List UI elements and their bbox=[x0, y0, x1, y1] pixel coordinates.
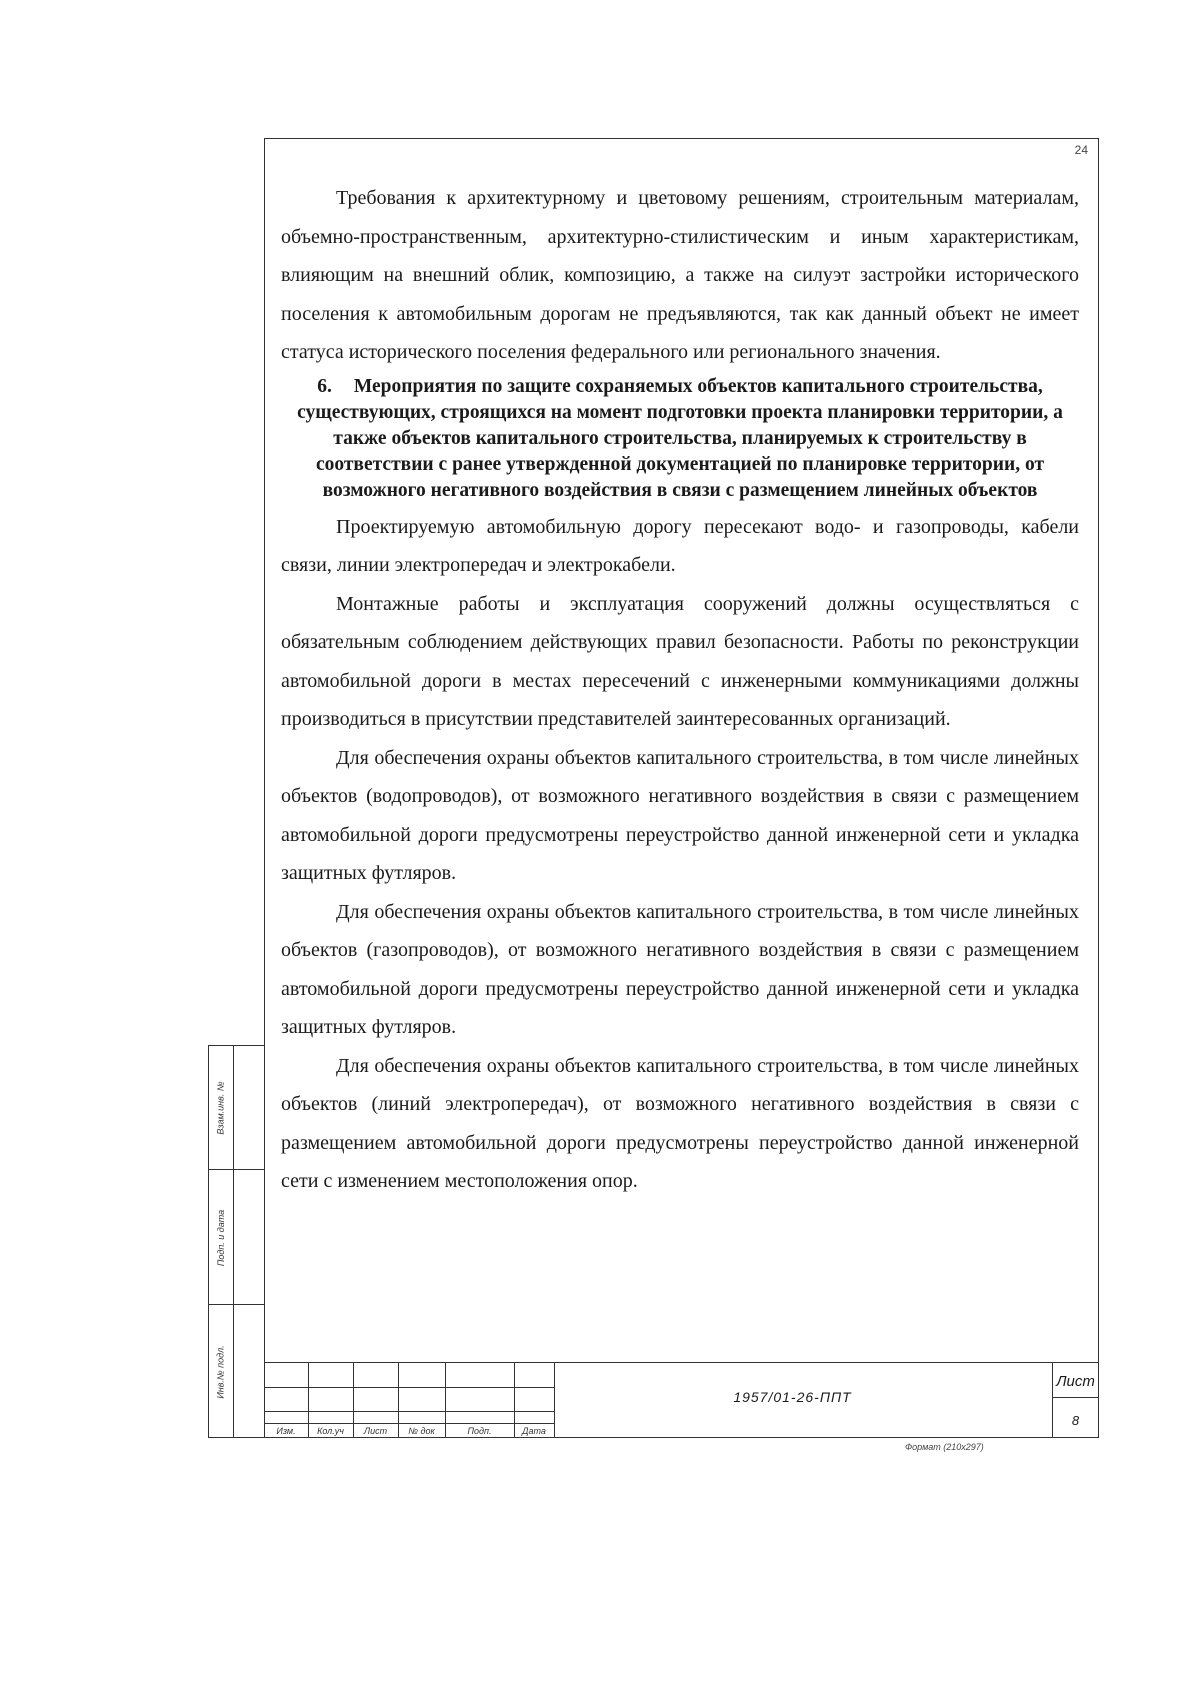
paragraph: Для обеспечения охраны объектов капитального строительства, в том числе линейных объектов (газопроводов), от возможного негативного воздействия в связи с размещением автомобильной дороги предусмотрены переустройство данной инженерной сети и укладка защитных футляров. bbox=[281, 900, 1079, 1038]
paragraph: Проектируемую автомобильную дорогу пересекают водо- и газопроводы, кабели связи, линии электропередач и электрокабели. bbox=[281, 515, 1079, 576]
document-code: 1957/01-26-ППТ bbox=[733, 1389, 852, 1405]
side-row-podp bbox=[209, 1170, 265, 1305]
sheet-label: Лист bbox=[1056, 1373, 1095, 1390]
podp-data-label: Подп. и дата bbox=[216, 1209, 226, 1266]
paragraph: Требования к архитектурному и цветовому решениям, строительным материалам, объемно-пространственным, архитектурно-стилистическим и иным характеристикам, влияющим на внешний облик, композицию, а также на силуэт застройки исторического поселения к автомобильным дорогам не предъявляются, так как данный объект не имеет статуса исторического поселения федерального или регионального значения. bbox=[281, 187, 1079, 363]
hdr-list: Лист bbox=[363, 1426, 388, 1436]
side-row-vzam bbox=[209, 1046, 265, 1170]
section-heading bbox=[281, 374, 1079, 504]
sheet-number: 8 bbox=[1071, 1413, 1080, 1428]
hdr-kol-uch: Кол.уч bbox=[317, 1426, 344, 1436]
section-title: Мероприятия по защите сохраняемых объектов капитального строительства, существующих, строящихся на момент подготовки проекта планировки территории, а также объектов капитального строительства, планируемых к строительству в соответствии с ранее утвержденной документацией по планировке территории, от возможного негативного воздействия в связи с размещением линейных объектов bbox=[297, 375, 1063, 501]
document-body bbox=[281, 179, 1079, 1201]
page-frame bbox=[264, 138, 1099, 1438]
paragraph: Для обеспечения охраны объектов капитального строительства, в том числе линейных объектов (линий электропередач), от возможного негативного воздействия в связи с размещением автомобильной дороги предусмотрены переустройство данной инженерной сети с изменением местоположения опор. bbox=[281, 1054, 1079, 1192]
page-number: 24 bbox=[1074, 143, 1088, 157]
inv-podl-label: Инв.№ подл. bbox=[216, 1345, 227, 1399]
side-row-inv bbox=[209, 1305, 265, 1439]
title-block bbox=[264, 1362, 1099, 1438]
format-note: Формат (210х297) bbox=[905, 1442, 984, 1452]
hdr-izm: Изм. bbox=[276, 1426, 296, 1436]
hdr-n-dok: № док bbox=[408, 1426, 435, 1436]
paragraph: Для обеспечения охраны объектов капитального строительства, в том числе линейных объектов (водопроводов), от возможного негативного воздействия в связи с размещением автомобильной дороги предусмотрены переустройство данной инженерной сети и укладка защитных футляров. bbox=[281, 746, 1079, 884]
section-number: 6. bbox=[317, 375, 332, 397]
side-stamp bbox=[208, 1045, 264, 1438]
paragraph: Монтажные работы и эксплуатация сооружений должны осуществляться с обязательным соблюдением действующих правил безопасности. Работы по реконструкции автомобильной дороги в местах пересечений с инженерными коммуникациями должны производиться в присутствии представителей заинтересованных организаций. bbox=[281, 592, 1079, 730]
hdr-podp: Подп. bbox=[467, 1426, 492, 1436]
hdr-data: Дата bbox=[522, 1426, 546, 1436]
vzam-inv-label: Взам.инв. № bbox=[216, 1081, 227, 1135]
